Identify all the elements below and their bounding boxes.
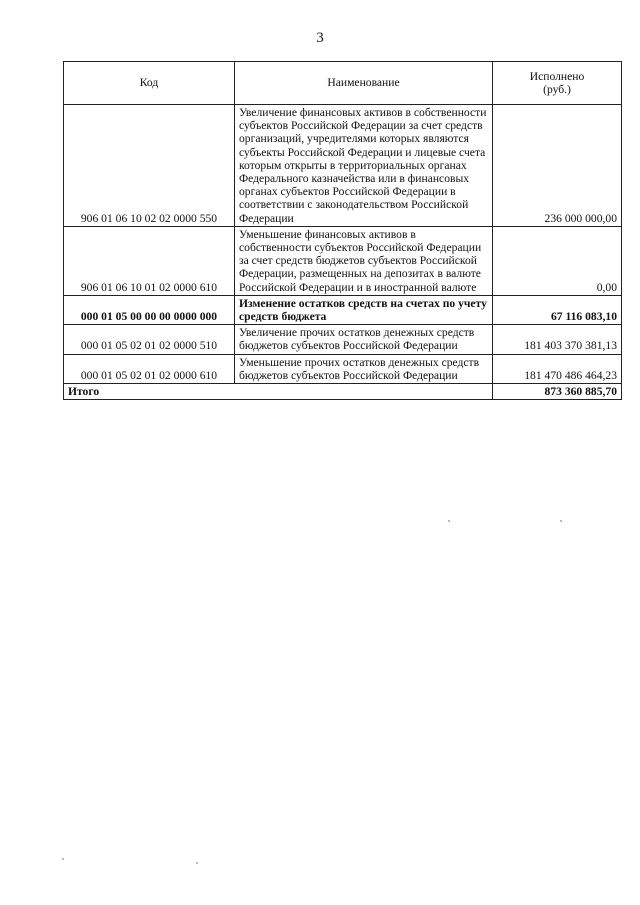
table-row <box>64 105 622 227</box>
row-name: Увеличение прочих остатков денежных средств бюджетов субъектов Российской Федерации <box>235 325 493 354</box>
page-number: 3 <box>316 30 324 46</box>
table-header-row <box>64 62 622 105</box>
execution-table <box>63 61 622 400</box>
scan-speck <box>62 858 64 860</box>
header-amount: Исполнено (руб.) <box>493 62 622 105</box>
scan-speck <box>196 862 198 864</box>
table-row <box>64 226 622 295</box>
row-code: 906 01 06 10 01 02 0000 610 <box>64 226 235 295</box>
total-amount: 873 360 885,70 <box>493 384 622 400</box>
scan-speck <box>560 520 562 522</box>
header-code: Код <box>64 62 235 105</box>
row-code: 000 01 05 02 01 02 0000 610 <box>64 354 235 383</box>
table-row <box>64 354 622 383</box>
header-name: Наименование <box>235 62 493 105</box>
row-name: Изменение остатков средств на счетах по учету средств бюджета <box>235 295 493 324</box>
row-amount: 0,00 <box>493 226 622 295</box>
row-name: Уменьшение прочих остатков денежных средств бюджетов субъектов Российской Федерации <box>235 354 493 383</box>
row-code: 906 01 06 10 02 02 0000 550 <box>64 105 235 227</box>
total-label: Итого <box>64 384 493 400</box>
table-row <box>64 295 622 324</box>
row-amount: 181 470 486 464,23 <box>493 354 622 383</box>
scan-speck <box>448 520 450 522</box>
row-name: Увеличение финансовых активов в собственности субъектов Российской Федерации за счет средств организаций, учредителями которых являются субъекты Российской Федерации и лицевые счета которым открыты в территориальных органах Федерального казначейства или в финансовых органах субъектов Российской Федерации в соответствии с законодательством Российской Федерации <box>235 105 493 227</box>
row-amount: 67 116 083,10 <box>493 295 622 324</box>
row-amount: 181 403 370 381,13 <box>493 325 622 354</box>
row-code: 000 01 05 00 00 00 0000 000 <box>64 295 235 324</box>
total-row <box>64 384 622 400</box>
row-code: 000 01 05 02 01 02 0000 510 <box>64 325 235 354</box>
row-amount: 236 000 000,00 <box>493 105 622 227</box>
table-row <box>64 325 622 354</box>
row-name: Уменьшение финансовых активов в собственности субъектов Российской Федерации за счет средств бюджетов субъектов Российской Федерации, размещенных на депозитах в валюте Российской Федерации и в иностранной валюте <box>235 226 493 295</box>
